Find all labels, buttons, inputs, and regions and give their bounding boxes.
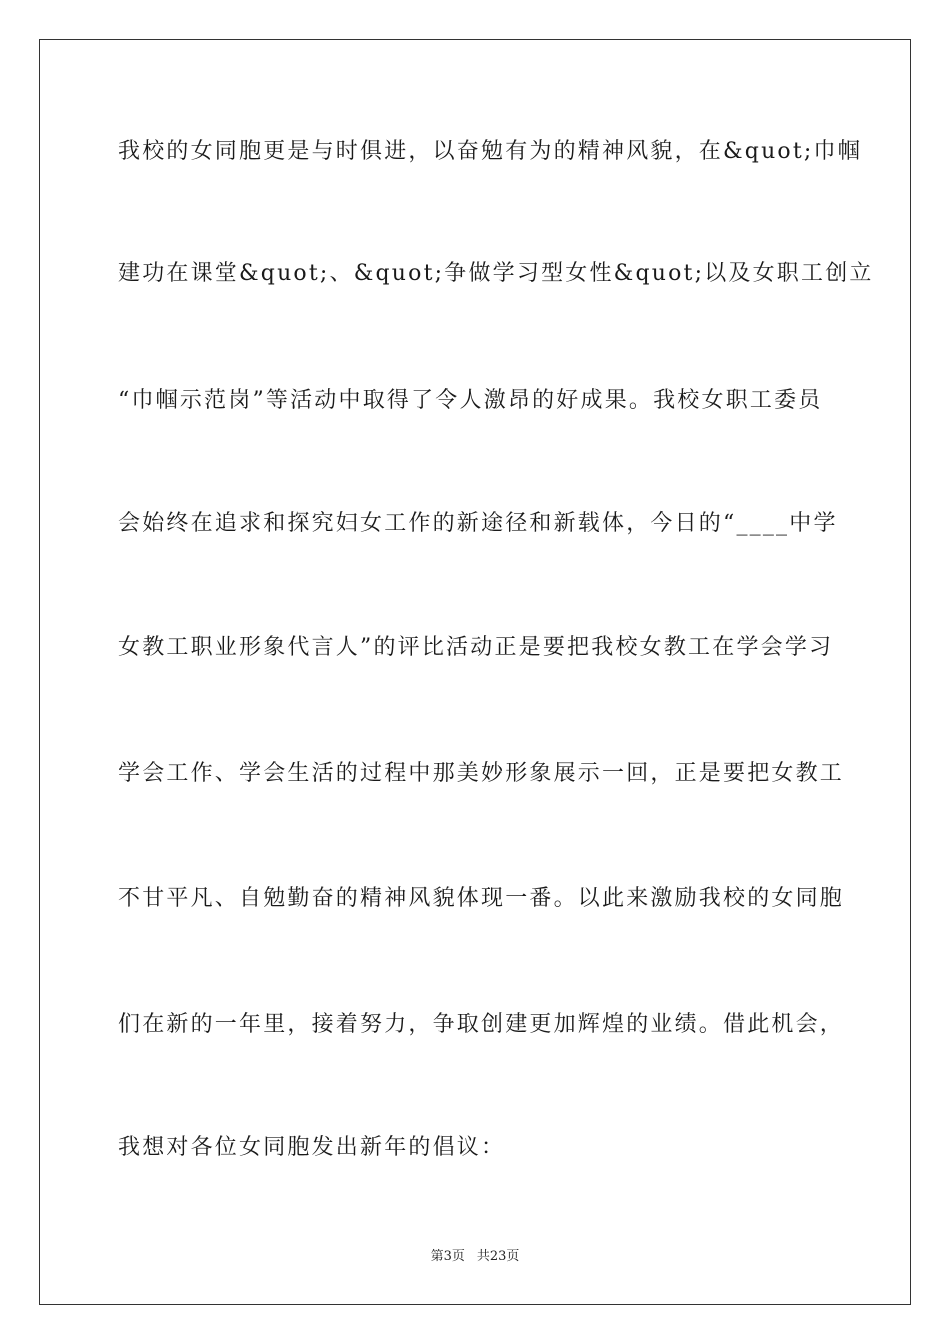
paragraph-line: 们在新的一年里，接着努力，争取创建更加辉煌的业绩。借此机会， [118, 1012, 845, 1037]
paragraph-line: 女教工职业形象代言人”的评比活动正是要把我校女教工在学会学习 [118, 635, 834, 660]
paragraph-line: 学会工作、学会生活的过程中那美妙形象展示一回，正是要把女教工 [118, 761, 845, 786]
paragraph-line: 建功在课堂&quot;、&quot;争做学习型女性&quot;以及女职工创立 [118, 261, 874, 286]
current-page-number: 第3页 [430, 1249, 465, 1264]
paragraph-line: “巾帼示范岗”等活动中取得了令人激昂的好成果。我校女职工委员 [118, 388, 823, 413]
paragraph-line: 我想对各位女同胞发出新年的倡议： [118, 1135, 506, 1160]
paragraph-line: 不甘平凡、自勉勤奋的精神风貌体现一番。以此来激励我校的女同胞 [118, 886, 845, 911]
total-page-count: 共23页 [476, 1249, 520, 1264]
paragraph-line: 会始终在追求和探究妇女工作的新途径和新载体，今日的“____中学 [118, 511, 838, 536]
paragraph-line: 我校的女同胞更是与时俱进，以奋勉有为的精神风貌，在&quot;巾帼 [118, 139, 862, 164]
page-border [39, 39, 911, 1305]
page-footer [0, 1248, 950, 1266]
